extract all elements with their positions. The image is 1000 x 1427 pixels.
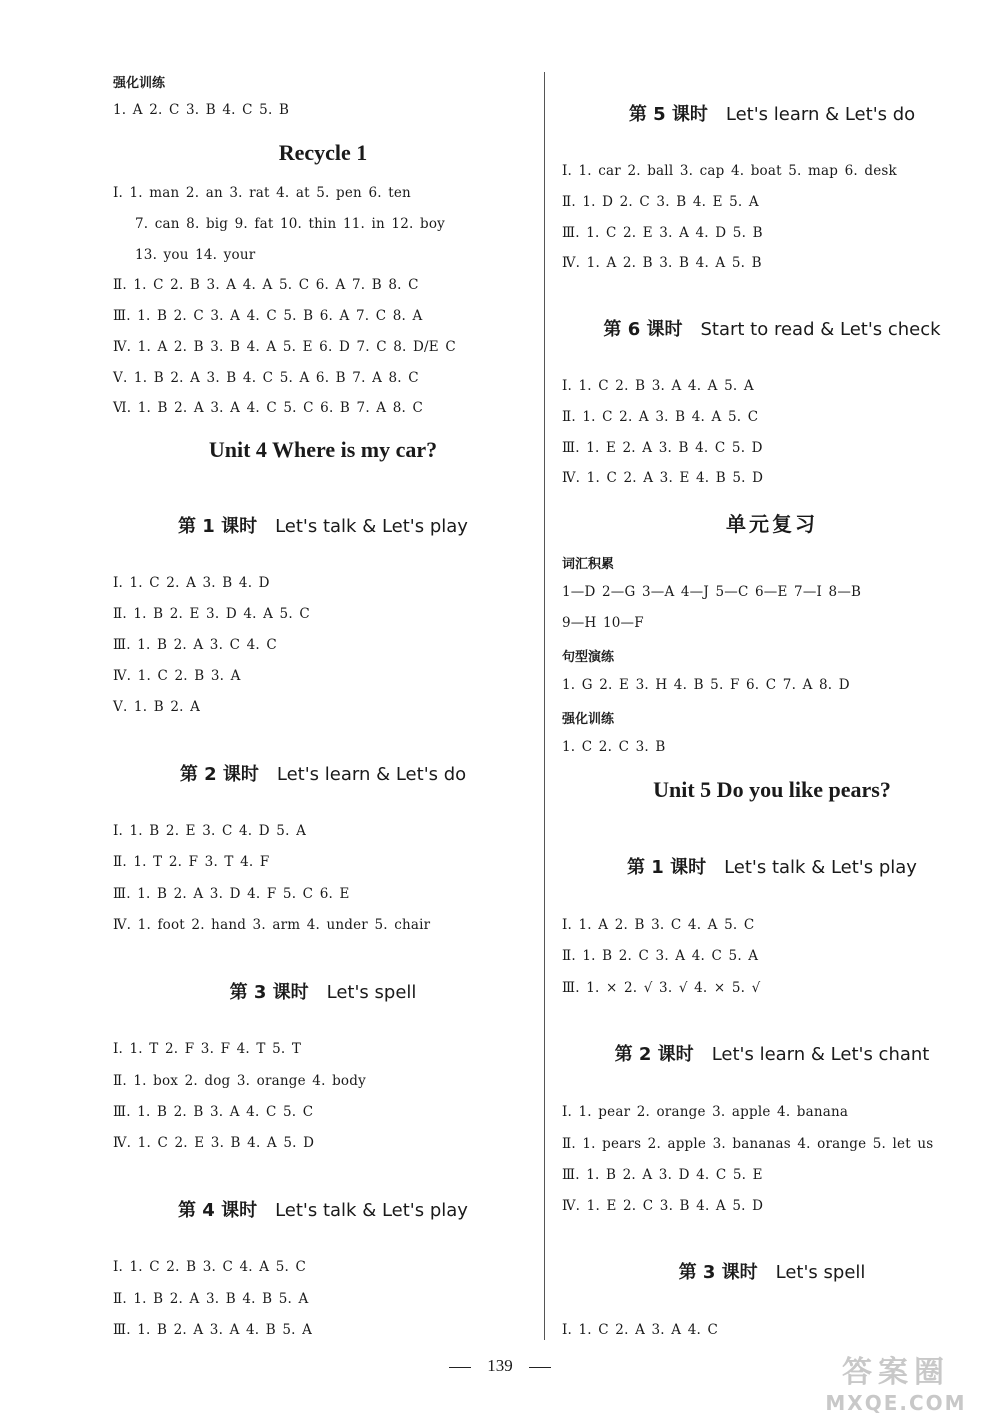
- answer-line: Ⅱ. 1. box 2. dog 3. orange 4. body: [113, 1073, 366, 1089]
- watermark: [806, 1355, 986, 1419]
- section-label-vocab: 词汇积累: [562, 557, 615, 572]
- answer-line: Ⅴ. 1. B 2. A: [113, 699, 201, 715]
- lesson-heading: [562, 1258, 982, 1284]
- answer-line: Ⅲ. 1. B 2. A 3. D 4. F 5. C 6. E: [113, 886, 350, 902]
- lesson-heading: [113, 978, 533, 1004]
- answer-line: Ⅳ. 1. C 2. A 3. E 4. B 5. D: [562, 470, 764, 486]
- lesson-number: 第 2 课时: [179, 764, 259, 785]
- answer-line: Ⅲ. 1. B 2. A 3. D 4. C 5. E: [562, 1167, 763, 1183]
- lesson-title: Let's learn & Let's do: [276, 764, 467, 785]
- watermark-logo-text: 答案圈: [842, 1355, 950, 1390]
- answer-line: Ⅱ. 1. D 2. C 3. B 4. E 5. A: [562, 194, 759, 210]
- answer-line: Ⅳ. 1. A 2. B 3. B 4. A 5. B: [562, 255, 762, 271]
- lesson-heading: [113, 760, 533, 786]
- lesson-heading: [562, 853, 982, 879]
- answer-line: Ⅰ. 1. man 2. an 3. rat 4. at 5. pen 6. ten: [113, 185, 411, 201]
- answer-line: Ⅱ. 1. B 2. E 3. D 4. A 5. C: [113, 606, 310, 622]
- answer-line: Ⅲ. 1. B 2. B 3. A 4. C 5. C: [113, 1104, 314, 1120]
- answer-line: 9—H 10—F: [562, 615, 644, 631]
- unit-review-title: 单元复习: [726, 512, 818, 536]
- lesson-heading: [562, 315, 982, 341]
- lesson-number: 第 1 课时: [178, 516, 258, 537]
- answer-line: Ⅲ. 1. E 2. A 3. B 4. C 5. D: [562, 440, 763, 456]
- answer-line: Ⅱ. 1. B 2. A 3. B 4. B 5. A: [113, 1291, 309, 1307]
- lesson-number: 第 5 课时: [628, 104, 708, 125]
- answer-line: Ⅰ. 1. C 2. B 3. C 4. A 5. C: [113, 1259, 306, 1275]
- answer-line: Ⅲ. 1. C 2. E 3. A 4. D 5. B: [562, 225, 763, 241]
- lesson-number: 第 3 课时: [229, 982, 309, 1003]
- answer-line: Ⅳ. 1. C 2. B 3. A: [113, 668, 241, 684]
- answer-line: Ⅲ. 1. B 2. A 3. A 4. B 5. A: [113, 1322, 313, 1338]
- answer-line: 1—D 2—G 3—A 4—J 5—C 6—E 7—I 8—B: [562, 584, 862, 600]
- answer-line: Ⅰ. 1. C 2. B 3. A 4. A 5. A: [562, 378, 754, 394]
- answer-line: Ⅰ. 1. T 2. F 3. F 4. T 5. T: [113, 1041, 302, 1057]
- section-label-pattern: 句型演练: [562, 650, 615, 665]
- answer-line: 1. A 2. C 3. B 4. C 5. B: [113, 102, 290, 118]
- answer-line: 1. C 2. C 3. B: [562, 739, 666, 755]
- answer-line: 7. can 8. big 9. fat 10. thin 11. in 12. boy: [135, 216, 445, 232]
- answer-line: Ⅱ. 1. C 2. A 3. B 4. A 5. C: [562, 409, 759, 425]
- lesson-title: Let's learn & Let's chant: [711, 1044, 930, 1065]
- section-label-qianghua: 强化训练: [113, 76, 166, 91]
- answer-line: Ⅰ. 1. C 2. A 3. A 4. C: [562, 1322, 719, 1338]
- answer-line: Ⅳ. 1. E 2. C 3. B 4. A 5. D: [562, 1198, 764, 1214]
- answer-line: Ⅳ. 1. A 2. B 3. B 4. A 5. E 6. D 7. C 8. D/E C: [113, 339, 456, 355]
- answer-line: 13. you 14. your: [135, 247, 256, 263]
- recycle-title: Recycle 1: [278, 140, 368, 165]
- answer-line: Ⅱ. 1. T 2. F 3. T 4. F: [113, 854, 270, 870]
- lesson-heading: [562, 1040, 982, 1066]
- answer-line: Ⅰ. 1. A 2. B 3. C 4. A 5. C: [562, 917, 755, 933]
- lesson-title: Let's talk & Let's play: [275, 516, 468, 537]
- lesson-title: Let's talk & Let's play: [724, 857, 917, 878]
- lesson-number: 第 4 课时: [178, 1200, 258, 1221]
- answer-line: Ⅰ. 1. car 2. ball 3. cap 4. boat 5. map 6. desk: [562, 163, 897, 179]
- lesson-heading: [113, 1196, 533, 1222]
- lesson-title: Let's spell: [326, 982, 417, 1003]
- lesson-number: 第 6 课时: [603, 319, 683, 340]
- answer-line: Ⅰ. 1. pear 2. orange 3. apple 4. banana: [562, 1104, 849, 1120]
- answer-line: Ⅲ. 1. × 2. √ 3. √ 4. × 5. √: [562, 980, 761, 996]
- lesson-number: 第 2 课时: [614, 1044, 694, 1065]
- lesson-title: Let's learn & Let's do: [725, 104, 916, 125]
- answer-line: Ⅲ. 1. B 2. C 3. A 4. C 5. B 6. A 7. C 8. A: [113, 308, 423, 324]
- lesson-number: 第 3 课时: [678, 1262, 758, 1283]
- unit5-title: Unit 5 Do you like pears?: [653, 777, 891, 802]
- lesson-title: Let's talk & Let's play: [275, 1200, 468, 1221]
- page-number-text: 139: [487, 1356, 513, 1375]
- column-divider: [544, 72, 545, 1340]
- answer-line: Ⅲ. 1. B 2. A 3. C 4. C: [113, 637, 277, 653]
- answer-line: Ⅴ. 1. B 2. A 3. B 4. C 5. A 6. B 7. A 8. C: [113, 370, 419, 386]
- watermark-url: MXQE.COM: [825, 1391, 967, 1415]
- section-label-qianghua: 强化训练: [562, 712, 615, 727]
- answer-line: Ⅰ. 1. B 2. E 3. C 4. D 5. A: [113, 823, 307, 839]
- lesson-number: 第 1 课时: [627, 857, 707, 878]
- lesson-title: Let's spell: [775, 1262, 866, 1283]
- lesson-heading: [562, 100, 982, 126]
- unit4-title: Unit 4 Where is my car?: [208, 437, 438, 462]
- answer-line: Ⅳ. 1. foot 2. hand 3. arm 4. under 5. chair: [113, 917, 431, 933]
- lesson-title: Start to read & Let's check: [700, 319, 941, 340]
- answer-line: Ⅱ. 1. B 2. C 3. A 4. C 5. A: [562, 948, 759, 964]
- answer-line: Ⅵ. 1. B 2. A 3. A 4. C 5. C 6. B 7. A 8. C: [113, 400, 424, 416]
- answer-line: Ⅳ. 1. C 2. E 3. B 4. A 5. D: [113, 1135, 315, 1151]
- answer-line: Ⅱ. 1. C 2. B 3. A 4. A 5. C 6. A 7. B 8. C: [113, 277, 419, 293]
- answer-line: Ⅰ. 1. C 2. A 3. B 4. D: [113, 575, 270, 591]
- answer-line: Ⅱ. 1. pears 2. apple 3. bananas 4. orange 5. let us: [562, 1136, 934, 1152]
- answer-line: 1. G 2. E 3. H 4. B 5. F 6. C 7. A 8. D: [562, 677, 850, 693]
- lesson-heading: [113, 512, 533, 538]
